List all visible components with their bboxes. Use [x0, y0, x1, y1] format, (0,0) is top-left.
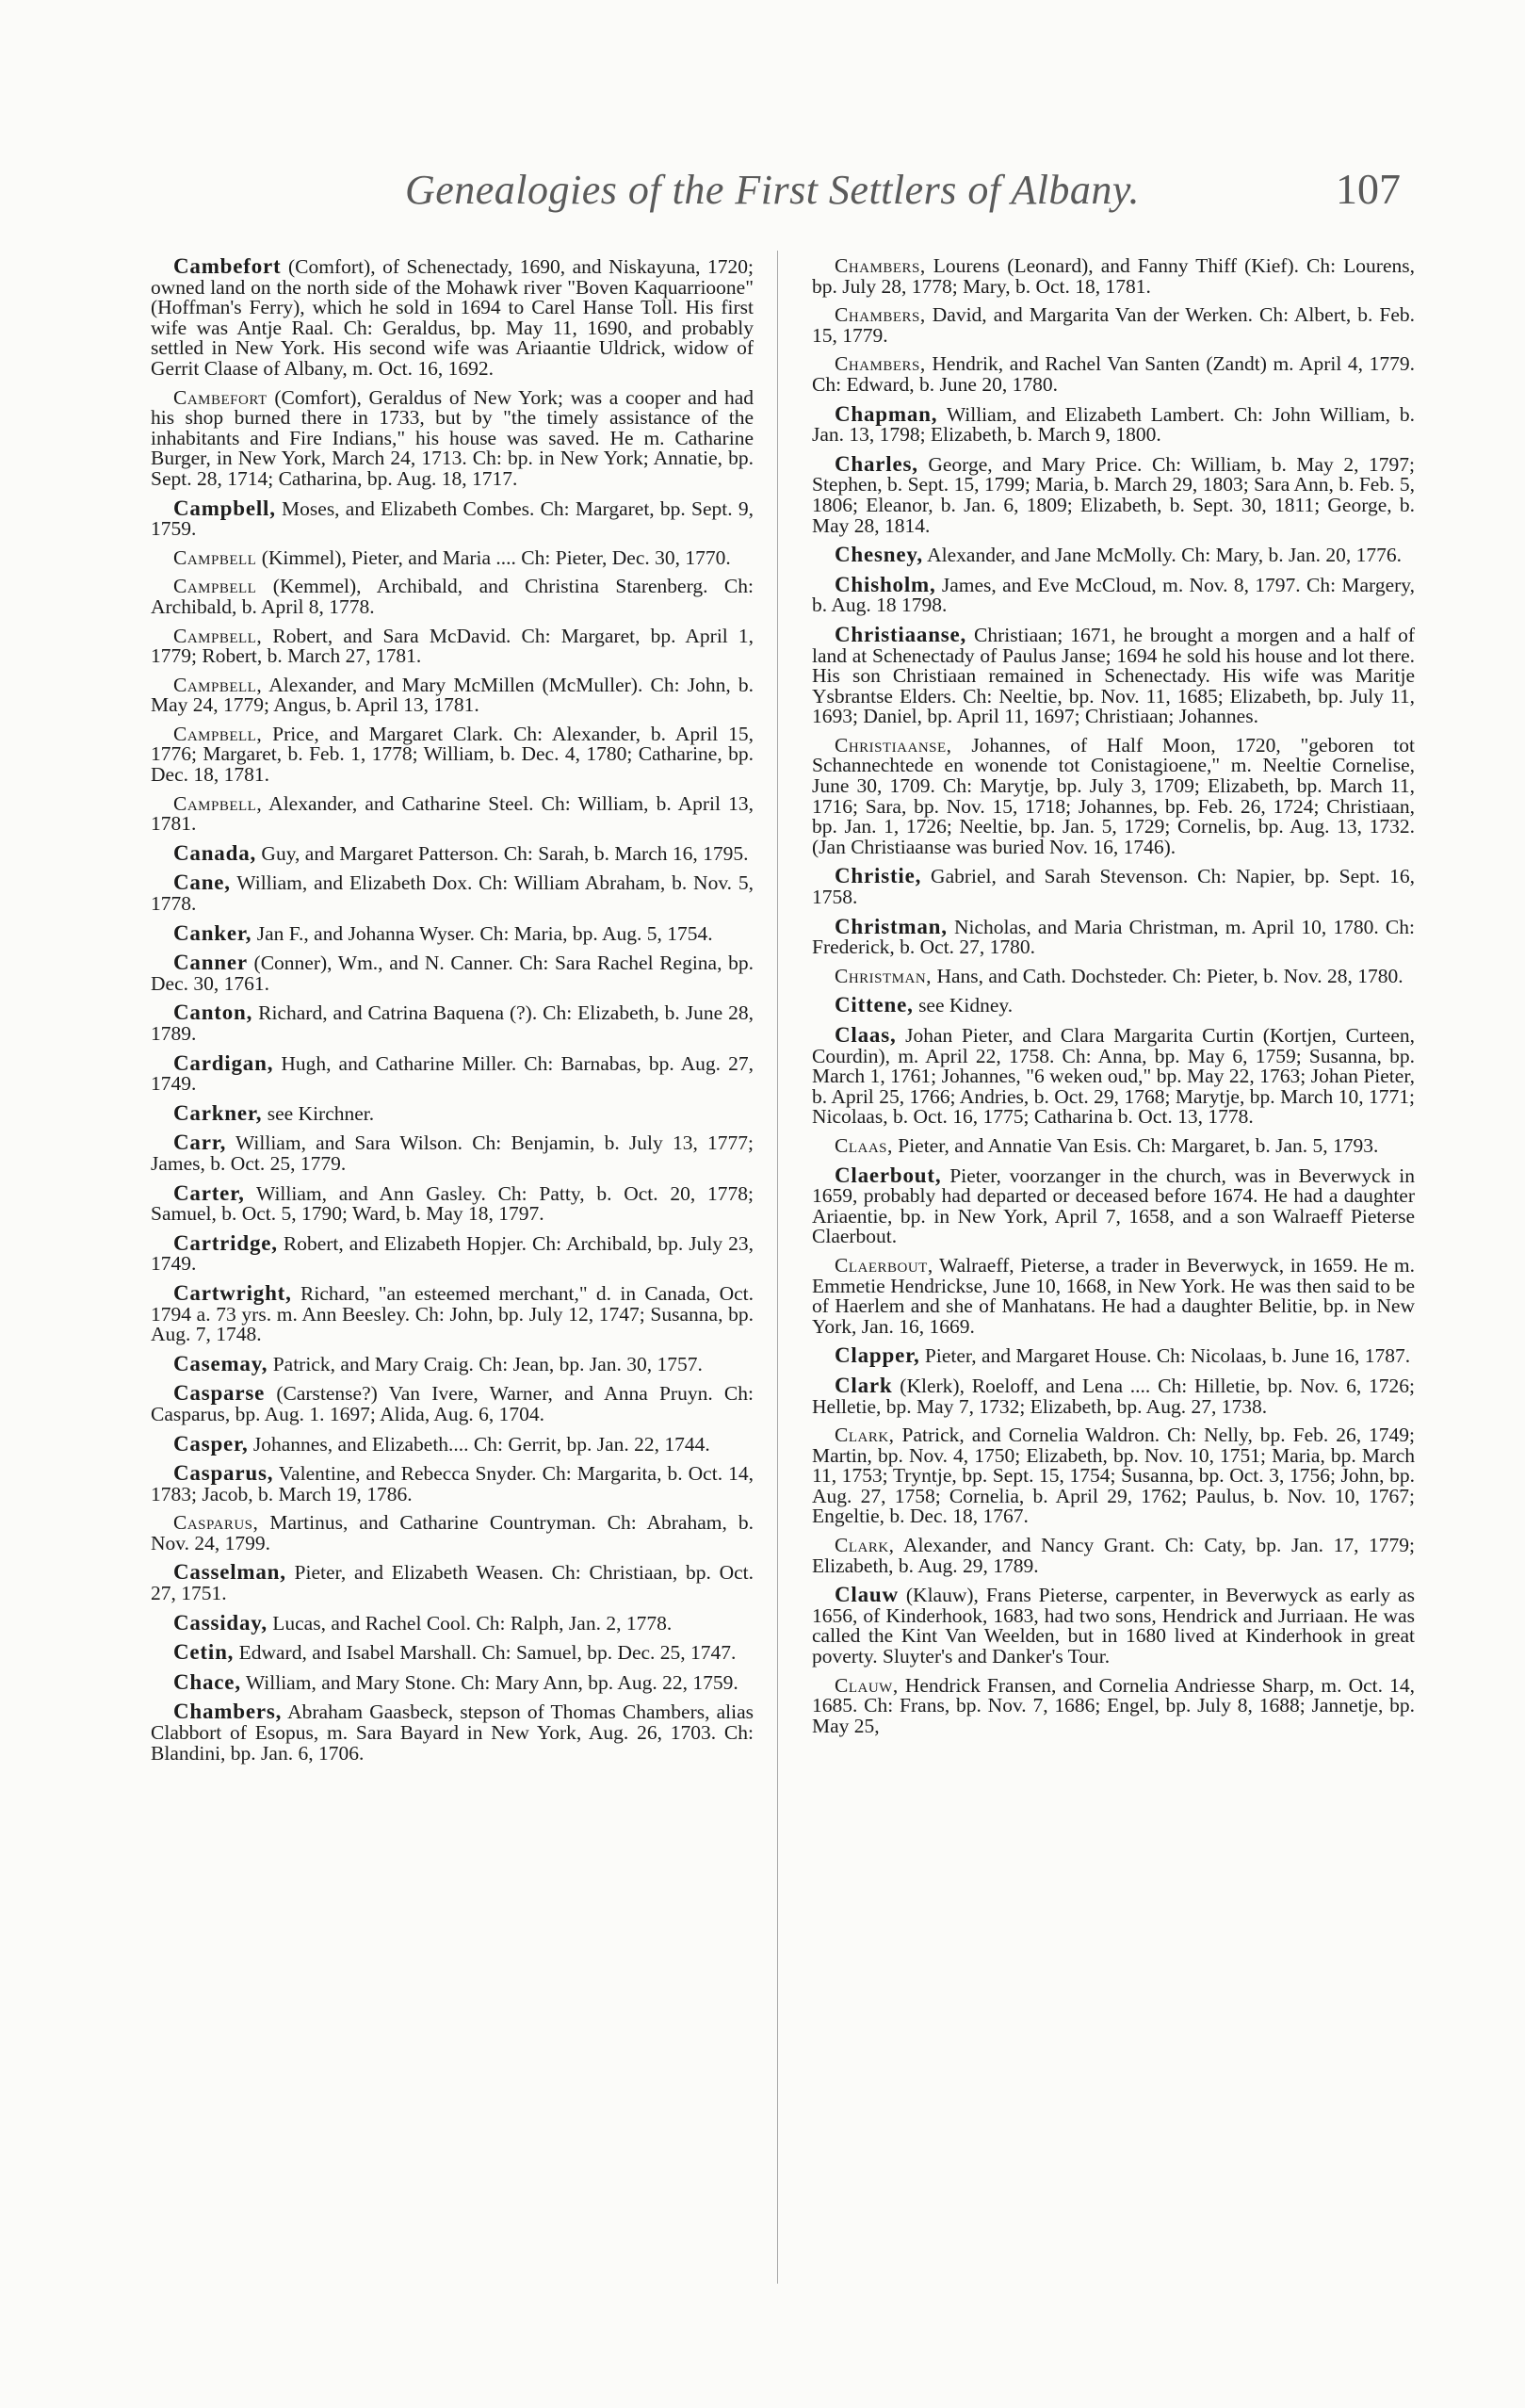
entry-text: Price, and Margaret Clark. Ch: Alexander, b. April 15, 1776; Margaret, b. Feb. 1, 1778; William, b. Dec. 4, 1780; Catharine, bp. Dec. 18, 1781.	[151, 722, 754, 787]
entry-text: Alexander, and Jane McMolly. Ch: Mary, b. Jan. 20, 1776.	[922, 544, 1403, 567]
entry-surname: Casparus,	[173, 1461, 274, 1486]
entry-surname: Campbell	[173, 575, 257, 598]
entry-surname: Claerbout,	[835, 1163, 942, 1187]
entry-surname: Claas,	[835, 1133, 893, 1157]
genealogy-entry	[151, 1100, 754, 1125]
entry-text: Jan F., and Johanna Wyser. Ch: Maria, bp. Aug. 5, 1754.	[251, 921, 713, 945]
genealogy-entry	[151, 1562, 754, 1603]
column-divider	[777, 251, 778, 2284]
genealogy-entry	[151, 256, 754, 380]
entry-surname: Campbell	[173, 545, 257, 569]
genealogy-entry	[812, 1375, 1415, 1417]
entry-text: Johannes, and Elizabeth.... Ch: Gerrit, bp. Jan. 22, 1744.	[248, 1432, 710, 1456]
genealogy-entry	[151, 577, 754, 617]
entry-text: Richard, and Catrina Baquena (?). Ch: Elizabeth, b. June 28, 1789.	[151, 1001, 754, 1045]
entry-text: Martinus, and Catharine Countryman. Ch: Abraham, b. Nov. 24, 1799.	[151, 1511, 754, 1554]
entry-text: Patrick, and Cornelia Waldron. Ch: Nelly, bp. Feb. 26, 1749; Martin, bp. Nov. 4, 1750; Elizabeth, bp. Nov. 10, 1751; Maria, bp. March 11, 1753; Tryntje, bp. Sept. 15, 1754; Susanna, bp. Oct. 3, 1756; John, bp. Aug. 27, 1758; Cornelia, b. April 29, 1762; Paulus, b. Nov. 10, 1767; Engeltie, b. Dec. 18, 1767.	[812, 1424, 1415, 1528]
entry-surname: Clark	[835, 1373, 893, 1397]
entry-surname: Casselman,	[173, 1560, 286, 1585]
genealogy-entry	[151, 920, 754, 945]
entry-surname: Christman,	[835, 914, 948, 938]
genealogy-entry	[151, 545, 754, 569]
entry-surname: Clark,	[835, 1534, 895, 1557]
entry-surname: Chambers,	[835, 254, 926, 277]
genealogy-entry	[151, 1463, 754, 1505]
entry-text: Hugh, and Catharine Miller. Ch: Barnabas, bp. Aug. 27, 1749.	[151, 1051, 754, 1096]
genealogy-entry	[812, 1165, 1415, 1247]
entry-surname: Canada,	[173, 840, 257, 865]
entry-text: (Kimmel), Pieter, and Maria .... Ch: Pieter, Dec. 30, 1770.	[256, 545, 731, 569]
genealogy-entry	[812, 914, 1415, 959]
entry-surname: Cetin,	[173, 1640, 235, 1665]
entry-surname: Cartwright,	[173, 1280, 292, 1305]
entry-text: Edward, and Isabel Marshall. Ch: Samuel, bp. Dec. 25, 1747.	[234, 1641, 737, 1665]
entry-text: Pieter, and Margaret House. Ch: Nicolaas, b. June 16, 1787.	[919, 1344, 1411, 1368]
entry-text: Gabriel, and Sarah Stevenson. Ch: Napier, bp. Sept. 16, 1758.	[812, 865, 1415, 909]
entry-surname: Carr,	[173, 1131, 227, 1155]
genealogy-entry	[151, 385, 754, 490]
left-column	[151, 256, 754, 1772]
genealogy-entry	[812, 354, 1415, 395]
entry-surname: Christiaanse,	[835, 622, 967, 646]
genealogy-entry	[151, 626, 754, 667]
genealogy-entry	[151, 1610, 754, 1635]
genealogy-entry	[151, 1351, 754, 1375]
entry-text: Hendrick Fransen, and Cornelia Andriesse Sharp, m. Oct. 14, 1685. Ch: Frans, bp. Nov. 7, 1686; Engel, bp. July 8, 1688; Jannetje, bp. May 25,	[812, 1673, 1415, 1737]
entry-surname: Chambers,	[173, 1700, 283, 1724]
entry-text: Patrick, and Mary Craig. Ch: Jean, bp. Jan. 30, 1757.	[268, 1352, 703, 1375]
entry-text: Alexander, and Catharine Steel. Ch: William, b. April 13, 1781.	[151, 791, 754, 836]
entry-surname: Cartridge,	[173, 1230, 278, 1255]
genealogy-entry	[151, 1383, 754, 1424]
entry-text: William, and Elizabeth Dox. Ch: William Abraham, b. Nov. 5, 1778.	[151, 871, 754, 916]
entry-surname: Cambefort	[173, 254, 282, 278]
genealogy-entry	[812, 1673, 1415, 1737]
entry-text: Robert, and Elizabeth Hopjer. Ch: Archibald, bp. July 23, 1749.	[151, 1231, 754, 1276]
entry-text: George, and Mary Price. Ch: William, b. May 2, 1797; Stephen, b. Sept. 15, 1799; Maria, b. March 29, 1803; Sara Ann, b. Feb. 5, 1806; Eleanor, b. Jan. 6, 1809; Elizabeth, b. Sept. 30, 1811; George, b. May 28, 1814.	[812, 452, 1415, 537]
genealogy-entry	[151, 675, 754, 716]
genealogy-entry	[812, 866, 1415, 907]
entry-text: Alexander, and Nancy Grant. Ch: Caty, bp. Jan. 17, 1779; Elizabeth, b. Aug. 29, 1789.	[812, 1534, 1415, 1577]
genealogy-entry	[151, 1230, 754, 1276]
genealogy-entry	[151, 1701, 754, 1764]
entry-surname: Christie,	[835, 864, 922, 888]
genealogy-entry	[812, 1536, 1415, 1576]
page-header	[0, 160, 1525, 236]
entry-surname: Chace,	[173, 1669, 241, 1694]
genealogy-entry	[812, 545, 1415, 566]
entry-text: (Comfort), of Schenectady, 1690, and Niskayuna, 1720; owned land on the north side of the Mohawk river "Boven Kaquarrioone" (Hoffman's Ferry), which he sold in 1694 to Carel Hanse Toll. His first wife was Antje Raal. Ch: Geraldus, bp. May 11, 1690, and probably settled in New York. His second wife was Ariaantie Uldrick, widow of Gerrit Claase of Albany, m. Oct. 16, 1692.	[151, 255, 754, 380]
entry-text: Robert, and Sara McDavid. Ch: Margaret, bp. April 1, 1779; Robert, b. March 27, 1781.	[151, 624, 754, 668]
genealogy-entry	[151, 1050, 754, 1096]
entry-surname: Casparse	[173, 1381, 266, 1406]
entry-text: see Kirchner.	[262, 1101, 375, 1125]
genealogy-entry	[151, 1280, 754, 1346]
entry-text: (Klauw), Frans Pieterse, carpenter, in Beverwyck as early as 1656, of Kinderhook, 1683, had two sons, Hendrick and Jurriaan. He was called the Kint Van Weelden, but in 1680 lived at Kinderhook in great poverty. Sluyter's and Danker's Tour.	[812, 1584, 1415, 1668]
entry-surname: Cittene,	[835, 993, 914, 1017]
entry-surname: Claerbout,	[835, 1253, 933, 1277]
genealogy-entry	[151, 498, 754, 540]
entry-text: Pieter, and Elizabeth Weasen. Ch: Christiaan, bp. Oct. 27, 1751.	[151, 1561, 754, 1605]
genealogy-entry	[812, 1253, 1415, 1338]
genealogy-entry	[812, 256, 1415, 297]
genealogy-entry	[151, 1002, 754, 1044]
entry-surname: Casemay,	[173, 1351, 268, 1375]
entry-surname: Campbell,	[173, 673, 263, 696]
genealogy-entry	[812, 622, 1415, 728]
entry-text: Pieter, and Annatie Van Esis. Ch: Margaret, b. Jan. 5, 1793.	[892, 1133, 1379, 1157]
entry-surname: Chapman,	[835, 401, 938, 426]
entry-surname: Campbell,	[173, 791, 263, 815]
entry-surname: Canner	[173, 951, 248, 975]
entry-surname: Casper,	[173, 1431, 249, 1456]
entry-text: William, and Sara Wilson. Ch: Benjamin, b. July 13, 1777; James, b. Oct. 25, 1779.	[151, 1131, 754, 1175]
entry-text: Lourens (Leonard), and Fanny Thiff (Kief). Ch: Lourens, bp. July 28, 1778; Mary, b. Oct. 18, 1781.	[812, 254, 1415, 298]
entry-surname: Campbell,	[173, 722, 263, 745]
entry-surname: Casparus,	[173, 1511, 259, 1535]
genealogy-entry	[812, 1585, 1415, 1667]
entry-surname: Clauw	[835, 1583, 899, 1607]
entry-text: Christiaan; 1671, he brought a morgen and a half of land at Schenectady of Paulus Janse; 1694 he sold his house and lot there. His son Christiaan remained in Schenectady. His wife was Maritje Ysbrantse Elders. Ch: Neeltie, bp. Nov. 11, 1685; Elizabeth, bp. July 11, 1693; Daniel, bp. April 11, 1697; Christiaan; Johannes.	[812, 623, 1415, 728]
entry-surname: Cardigan,	[173, 1050, 274, 1075]
genealogy-entry	[812, 305, 1415, 346]
entry-text: James, and Eve McCloud, m. Nov. 8, 1797. Ch: Margery, b. Aug. 18 1798.	[812, 573, 1415, 617]
genealogy-entry	[151, 1180, 754, 1226]
entry-surname: Cambefort	[173, 385, 268, 409]
genealogy-entry	[151, 1431, 754, 1456]
entry-surname: Cassiday,	[173, 1610, 268, 1635]
genealogy-entry	[812, 1425, 1415, 1527]
genealogy-entry	[151, 840, 754, 865]
entry-text: Richard, "an esteemed merchant," d. in Canada, Oct. 1794 a. 73 yrs. m. Ann Beesley. Ch: John, bp. July 12, 1747; Susanna, bp. Aug. 7, 1748.	[151, 1281, 754, 1346]
genealogy-entry	[812, 995, 1415, 1017]
entry-surname: Campbell,	[173, 496, 276, 520]
entry-text: Nicholas, and Maria Christman, m. April 10, 1780. Ch: Frederick, b. Oct. 27, 1780.	[812, 915, 1415, 959]
genealogy-entry	[151, 1642, 754, 1664]
running-title: Genealogies of the First Settlers of Albany.	[404, 167, 1141, 213]
genealogy-entry	[812, 1345, 1415, 1367]
genealogy-entry	[151, 791, 754, 836]
genealogy-entry	[812, 451, 1415, 537]
entry-surname: Clauw,	[835, 1673, 899, 1697]
entry-surname: Claas,	[835, 1023, 897, 1047]
genealogy-entry	[151, 724, 754, 786]
entry-text: (Kemmel), Archibald, and Christina Starenberg. Ch: Archibald, b. April 8, 1778.	[151, 575, 754, 618]
entry-text: Hans, and Cath. Dochsteder. Ch: Pieter, b. Nov. 28, 1780.	[932, 964, 1403, 987]
entry-text: William, and Mary Stone. Ch: Mary Ann, bp. Aug. 22, 1759.	[240, 1670, 738, 1694]
entry-surname: Christiaanse,	[835, 733, 952, 757]
genealogy-entry	[812, 1025, 1415, 1128]
entry-text: (Klerk), Roeloff, and Lena .... Ch: Hilletie, bp. Nov. 6, 1726; Helletie, bp. May 7, 1732; Elizabeth, bp. Aug. 27, 1738.	[812, 1374, 1415, 1418]
entry-surname: Chambers,	[835, 352, 926, 376]
genealogy-entry	[151, 872, 754, 914]
entry-surname: Carter,	[173, 1180, 245, 1205]
entry-surname: Chambers,	[835, 303, 926, 327]
genealogy-entry	[151, 1132, 754, 1174]
entry-text: Guy, and Margaret Patterson. Ch: Sarah, b. March 16, 1795.	[256, 841, 749, 865]
entry-text: Hendrik, and Rachel Van Santen (Zandt) m. April 4, 1779. Ch: Edward, b. June 20, 1780.	[812, 352, 1415, 396]
right-column	[812, 256, 1415, 1745]
entry-surname: Chesney,	[835, 543, 923, 567]
entry-text: (Carstense?) Van Ivere, Warner, and Anna Pruyn. Ch: Casparus, bp. Aug. 1. 1697; Alida, Aug. 6, 1704.	[151, 1382, 754, 1425]
entry-text: Alexander, and Mary McMillen (McMuller). Ch: John, b. May 24, 1779; Angus, b. April 13, 1781.	[151, 673, 754, 717]
genealogy-entry	[812, 401, 1415, 447]
genealogy-entry	[151, 1669, 754, 1694]
entry-surname: Chisholm,	[835, 572, 936, 596]
entry-surname: Clark,	[835, 1424, 895, 1447]
entry-text: David, and Margarita Van der Werken. Ch: Albert, b. Feb. 15, 1779.	[812, 303, 1415, 347]
entry-surname: Canton,	[173, 1001, 253, 1025]
entry-text: William, and Ann Gasley. Ch: Patty, b. Oct. 20, 1778; Samuel, b. Oct. 5, 1790; Ward, b. May 18, 1797.	[151, 1181, 754, 1226]
entry-text: Pieter, voorzanger in the church, was in Beverwyck in 1659, probably had departed or deceased before 1674. He had a daughter Ariaentie, bp. in New York, April 7, 1658, and a son Walraeff Pieterse Claerbout.	[812, 1163, 1415, 1248]
entry-surname: Charles,	[835, 451, 918, 476]
page-number: 107	[1336, 165, 1401, 213]
genealogy-entry	[151, 952, 754, 994]
entry-text: Abraham Gaasbeck, stepson of Thomas Chambers, alias Clabbort of Esopus, m. Sara Bayard in New York, Aug. 26, 1703. Ch: Blandini, bp. Jan. 6, 1706.	[151, 1700, 754, 1765]
entry-text: Walraeff, Pieterse, a trader in Beverwyck, in 1659. He m. Emmetie Hendrickse, June 10, 1668, in New York. He was then said to be of Haerlem and she of Manhatans. He had a daughter Belitie, bp. in New York, Jan. 16, 1669.	[812, 1253, 1415, 1338]
entry-text: Moses, and Elizabeth Combes. Ch: Margaret, bp. Sept. 9, 1759.	[151, 496, 754, 541]
entry-surname: Christman,	[835, 964, 933, 987]
genealogy-entry	[812, 572, 1415, 617]
genealogy-entry	[812, 1133, 1415, 1157]
entry-text: William, and Elizabeth Lambert. Ch: John William, b. Jan. 13, 1798; Elizabeth, b. March 9, 1800.	[812, 402, 1415, 447]
entry-surname: Canker,	[173, 920, 252, 945]
entry-text: (Conner), Wm., and N. Canner. Ch: Sara Rachel Regina, bp. Dec. 30, 1761.	[151, 952, 754, 995]
entry-surname: Cane,	[173, 870, 231, 895]
entry-surname: Campbell,	[173, 624, 263, 647]
entry-surname: Carkner,	[173, 1100, 263, 1125]
genealogy-entry	[151, 1513, 754, 1554]
entry-text: see Kidney.	[913, 994, 1014, 1017]
entry-surname: Clapper,	[835, 1343, 920, 1368]
entry-text: Johannes, of Half Moon, 1720, "geboren tot Schannechtede en wonende tot Conistagioene," m. Neeltie Cornelise, June 30, 1709. Ch: Marytje, bp. July 3, 1709; Elizabeth, bp. March 11, 1716; Sara, bp. Nov. 15, 1718; Johannes, bp. Feb. 26, 1724; Christiaan, bp. Jan. 1, 1726; Neeltie, bp. Jan. 5, 1729; Cornelis, bp. Aug. 13, 1732. (Jan Christiaanse was buried Nov. 16, 1746).	[812, 733, 1415, 858]
entry-text: (Comfort), Geraldus of New York; was a cooper and had his shop burned there in 1733, but by "the timely assistance of the inhabitants and Fire Indians," his house was saved. He m. Catharine Burger, in New York, March 24, 1713. Ch: bp. in New York; Annatie, bp. Sept. 28, 1714; Catharina, bp. Aug. 18, 1717.	[151, 385, 754, 490]
entry-text: Lucas, and Rachel Cool. Ch: Ralph, Jan. 2, 1778.	[267, 1611, 673, 1635]
entry-text: Valentine, and Rebecca Snyder. Ch: Margarita, b. Oct. 14, 1783; Jacob, b. March 19, 1786.	[151, 1462, 754, 1505]
entry-text: Johan Pieter, and Clara Margarita Curtin (Kortjen, Curteen, Courdin), m. April 22, 1758. Ch: Anna, bp. May 6, 1759; Susanna, bp. March 1, 1761; Johannes, "6 weken oud," bp. May 22, 1763; Johan Pieter, b. April 25, 1766; Andries, b. Oct. 29, 1768; Marytje, bp. March 10, 1771; Nicolaas, b. Oct. 16, 1775; Catharina b. Oct. 13, 1778.	[812, 1024, 1415, 1129]
genealogy-entry	[812, 733, 1415, 858]
genealogy-entry	[812, 964, 1415, 987]
